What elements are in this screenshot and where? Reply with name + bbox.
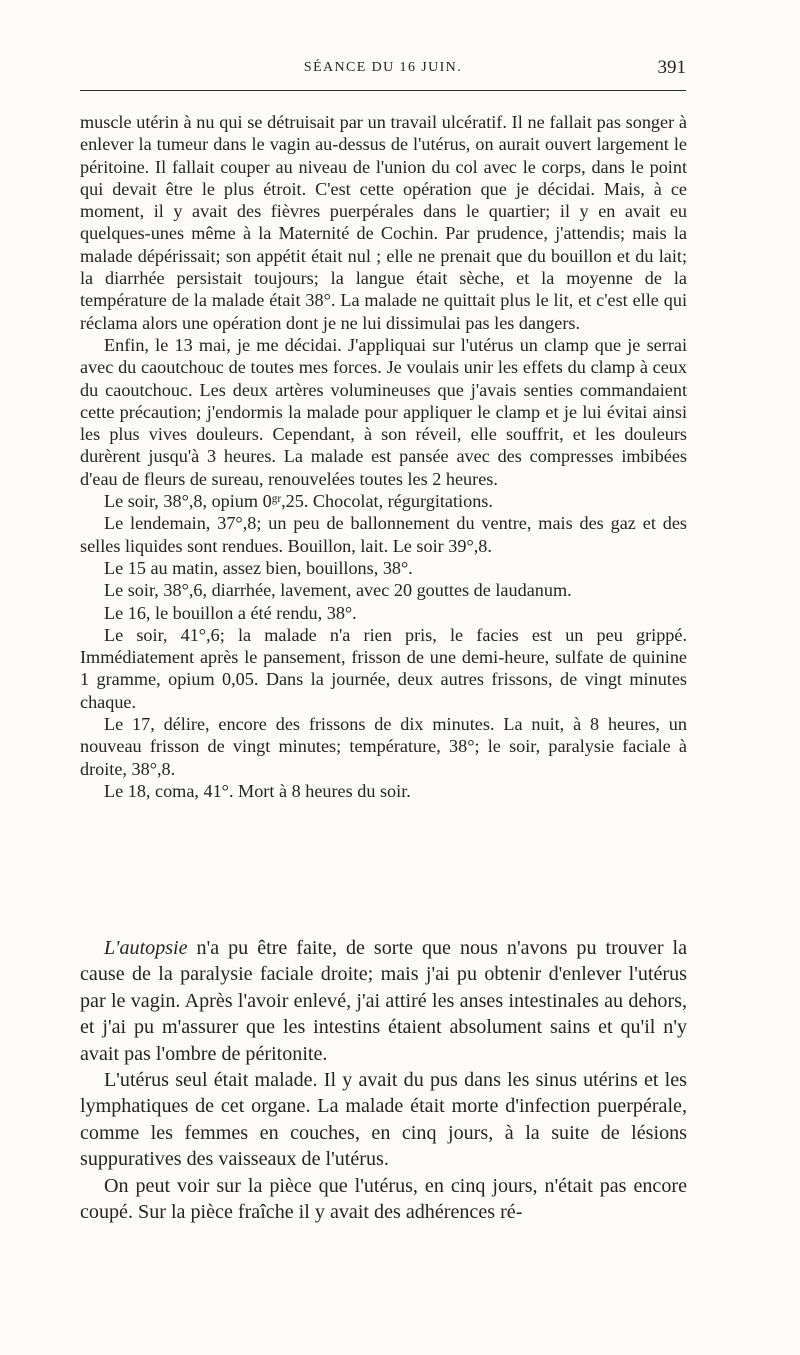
- running-title: SÉANCE DU 16 JUIN.: [303, 60, 463, 75]
- paragraph: [80, 490, 687, 512]
- case-notes: [80, 111, 687, 802]
- dose-line-end: ,25. Chocolat, régurgitations.: [281, 491, 493, 512]
- paragraph: Le 17, délire, encore des frissons de dix minutes. La nuit, à 8 heures, un nouveau frisson de vingt minutes; température, 38°; le soir, paralysie faciale à droite, 38°,8.: [80, 714, 687, 779]
- paragraph: muscle utérin à nu qui se détruisait par un travail ulcératif. Il ne fallait pas songer à enlever la tumeur dans le vagin au-dessus de l'utérus, on aurait ouvert largement le péritoine. Il fallait couper au niveau de l'union du col avec le corps, dans le point qui devait être le plus étroit. C'est cette opération que je décidai. Mais, à ce moment, il y avait des fièvres puerpérales dans le quartier; il y en avait eu quelques-unes même à la Maternité de Cochin. Par prudence, j'attendis; mais la malade dépérissait; son appétit était nul ; elle ne prenait que du bouillon et du lait; la diarrhée persistait toujours; la langue était sèche, et la moyenne de la température de la malade était 38°. La malade ne quittait plus le lit, et c'est elle qui réclama alors une opération dont je ne lui dissimulai pas les dangers.: [80, 112, 687, 333]
- header-rule: [80, 90, 686, 91]
- paragraph: Le 16, le bouillon a été rendu, 38°.: [104, 602, 357, 623]
- running-header: [80, 58, 686, 82]
- gram-unit: gr: [271, 492, 282, 505]
- paragraph: On peut voir sur la pièce que l'utérus, en cinq jours, n'était pas encore coupé. Sur la pièce fraîche il y avait des adhérences ré-: [80, 1174, 687, 1224]
- paragraph: Le soir, 41°,6; la malade n'a rien pris, le facies est un peu grippé. Immédiatement après le pansement, frisson de une demi-heure, sulfate de quinine 1 gramme, opium 0,05. Dans la journée, deux autres frissons, de vingt minutes chaque.: [80, 624, 687, 712]
- paragraph: Enfin, le 13 mai, je me décidai. J'appliquai sur l'utérus un clamp que je serrai avec du caoutchouc de toutes mes forces. Je voulais unir les effets du clamp à ceux du caoutchouc. Les deux artères volumineuses que j'avais senties commandaient cette précaution; j'endormis la malade pour appliquer le clamp et je lui évitai ainsi les plus vives douleurs. Cependant, à son réveil, elle souffrit, et les douleurs durèrent jusqu'à 3 heures. La malade est pansée avec des compresses imbibées d'eau de fleurs de sureau, renouvelées toutes les 2 heures.: [80, 334, 687, 489]
- autopsy-lead: L'autopsie: [104, 937, 188, 959]
- paragraph: Le soir, 38°,6, diarrhée, lavement, avec 20 gouttes de laudanum.: [104, 580, 572, 601]
- paragraph: Le lendemain, 37°,8; un peu de ballonnement du ventre, mais des gaz et des selles liquides sont rendues. Bouillon, lait. Le soir 39°,8.: [80, 513, 687, 556]
- page-number: 391: [657, 57, 686, 78]
- dose-line-start: Le soir, 38°,8, opium 0: [104, 491, 272, 512]
- paragraph: Le 15 au matin, assez bien, bouillons, 38°.: [104, 557, 413, 578]
- paragraph: Le 18, coma, 41°. Mort à 8 heures du soir.: [104, 780, 411, 801]
- commentary: [80, 935, 687, 1225]
- paragraph: L'utérus seul était malade. Il y avait du pus dans les sinus utérins et les lymphatiques de cet organe. La malade était morte d'infection puerpérale, comme les femmes en couches, en cinq jours, à la suite de lésions suppuratives des vaisseaux de l'utérus.: [80, 1069, 687, 1171]
- paragraph: [80, 935, 687, 1067]
- autopsy-text: n'a pu être faite, de sorte que nous n'avons pu trouver la cause de la paralysie faciale droite; mais j'ai pu obtenir d'enlever l'utérus par le vagin. Après l'avoir enlevé, j'ai attiré les anses intestinales au dehors, et j'ai pu m'assurer que les intestins étaient absolument sains et qu'il n'y avait pas l'ombre de péritonite.: [80, 937, 687, 1065]
